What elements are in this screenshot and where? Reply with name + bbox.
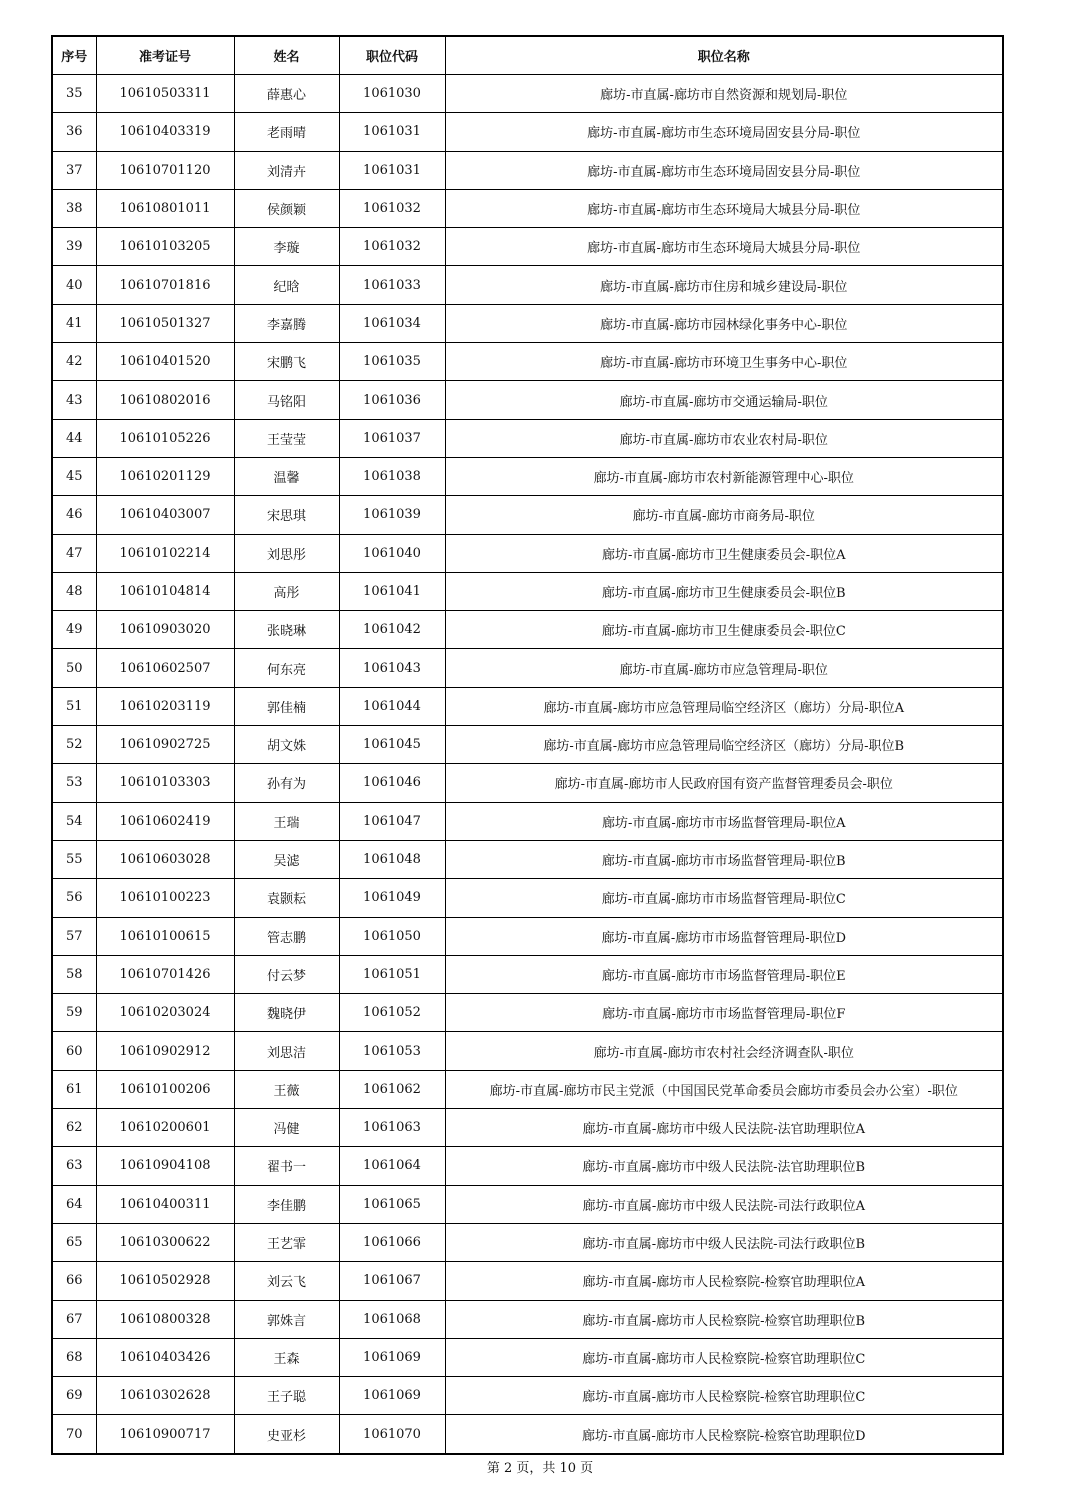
- cell-position-name: 廊坊-市直属-廊坊市应急管理局临空经济区（廊坊）分局-职位A: [445, 687, 1003, 725]
- cell-name: 老雨晴: [234, 113, 339, 151]
- cell-position-name: 廊坊-市直属-廊坊市自然资源和规划局-职位: [445, 75, 1003, 113]
- cell-position-name: 廊坊-市直属-廊坊市人民检察院-检察官助理职位D: [445, 1415, 1003, 1454]
- cell-name: 刘思洁: [234, 1032, 339, 1070]
- cell-ticket-number: 10610602419: [96, 802, 234, 840]
- cell-name: 付云梦: [234, 955, 339, 993]
- cell-name: 李嘉腾: [234, 304, 339, 342]
- table-row: [52, 1300, 1003, 1338]
- cell-name: 王森: [234, 1338, 339, 1376]
- cell-index: 39: [52, 228, 96, 266]
- cell-ticket-number: 10610403319: [96, 113, 234, 151]
- cell-ticket-number: 10610203119: [96, 687, 234, 725]
- cell-position-code: 1061032: [339, 228, 445, 266]
- cell-name: 王艺霏: [234, 1223, 339, 1261]
- table-row: [52, 1262, 1003, 1300]
- cell-position-name: 廊坊-市直属-廊坊市人民检察院-检察官助理职位C: [445, 1338, 1003, 1376]
- cell-position-name: 廊坊-市直属-廊坊市环境卫生事务中心-职位: [445, 343, 1003, 381]
- table-row: [52, 1147, 1003, 1185]
- cell-index: 58: [52, 955, 96, 993]
- table-row: [52, 534, 1003, 572]
- cell-ticket-number: 10610800328: [96, 1300, 234, 1338]
- cell-index: 53: [52, 764, 96, 802]
- cell-name: 王瑞: [234, 802, 339, 840]
- cell-position-name: 廊坊-市直属-廊坊市中级人民法院-司法行政职位A: [445, 1185, 1003, 1223]
- cell-index: 55: [52, 840, 96, 878]
- page-number: 第 2 页，共 10 页: [486, 1461, 594, 1476]
- cell-ticket-number: 10610701816: [96, 266, 234, 304]
- cell-position-code: 1061036: [339, 381, 445, 419]
- table-row: [52, 802, 1003, 840]
- table-row: [52, 840, 1003, 878]
- header-position-code: 职位代码: [339, 36, 445, 75]
- cell-index: 56: [52, 879, 96, 917]
- cell-index: 38: [52, 189, 96, 227]
- cell-position-name: 廊坊-市直属-廊坊市卫生健康委员会-职位B: [445, 572, 1003, 610]
- cell-position-code: 1061070: [339, 1415, 445, 1454]
- table-row: [52, 189, 1003, 227]
- cell-index: 54: [52, 802, 96, 840]
- cell-position-code: 1061063: [339, 1109, 445, 1147]
- cell-ticket-number: 10610100223: [96, 879, 234, 917]
- cell-ticket-number: 10610200601: [96, 1109, 234, 1147]
- cell-name: 何东亮: [234, 649, 339, 687]
- header-name: 姓名: [234, 36, 339, 75]
- cell-ticket-number: 10610503311: [96, 75, 234, 113]
- cell-position-name: 廊坊-市直属-廊坊市应急管理局-职位: [445, 649, 1003, 687]
- table-row: [52, 457, 1003, 495]
- cell-position-name: 廊坊-市直属-廊坊市中级人民法院-法官助理职位A: [445, 1109, 1003, 1147]
- cell-ticket-number: 10610203024: [96, 994, 234, 1032]
- table-row: [52, 1377, 1003, 1415]
- cell-position-name: 廊坊-市直属-廊坊市住房和城乡建设局-职位: [445, 266, 1003, 304]
- header-ticket-number: 准考证号: [96, 36, 234, 75]
- cell-position-name: 廊坊-市直属-廊坊市卫生健康委员会-职位C: [445, 611, 1003, 649]
- table-row: [52, 764, 1003, 802]
- table-row: [52, 75, 1003, 113]
- cell-index: 57: [52, 917, 96, 955]
- cell-name: 刘清卉: [234, 151, 339, 189]
- cell-name: 郭姝言: [234, 1300, 339, 1338]
- cell-index: 45: [52, 457, 96, 495]
- cell-ticket-number: 10610900717: [96, 1415, 234, 1454]
- cell-position-code: 1061067: [339, 1262, 445, 1300]
- cell-position-code: 1061042: [339, 611, 445, 649]
- cell-ticket-number: 10610902912: [96, 1032, 234, 1070]
- cell-position-code: 1061045: [339, 726, 445, 764]
- cell-name: 侯颜颖: [234, 189, 339, 227]
- cell-index: 37: [52, 151, 96, 189]
- cell-ticket-number: 10610603028: [96, 840, 234, 878]
- cell-position-name: 廊坊-市直属-廊坊市市场监督管理局-职位B: [445, 840, 1003, 878]
- cell-position-code: 1061050: [339, 917, 445, 955]
- cell-position-name: 廊坊-市直属-廊坊市市场监督管理局-职位C: [445, 879, 1003, 917]
- cell-index: 69: [52, 1377, 96, 1415]
- cell-index: 65: [52, 1223, 96, 1261]
- cell-index: 63: [52, 1147, 96, 1185]
- cell-name: 宋思琪: [234, 496, 339, 534]
- cell-position-code: 1061053: [339, 1032, 445, 1070]
- cell-name: 袁颢耘: [234, 879, 339, 917]
- table-row: [52, 1223, 1003, 1261]
- cell-ticket-number: 10610502928: [96, 1262, 234, 1300]
- cell-position-code: 1061051: [339, 955, 445, 993]
- cell-position-code: 1061064: [339, 1147, 445, 1185]
- cell-name: 孙有为: [234, 764, 339, 802]
- cell-position-code: 1061044: [339, 687, 445, 725]
- cell-position-name: 廊坊-市直属-廊坊市商务局-职位: [445, 496, 1003, 534]
- cell-index: 64: [52, 1185, 96, 1223]
- table-row: [52, 1032, 1003, 1070]
- cell-position-name: 廊坊-市直属-廊坊市农村社会经济调查队-职位: [445, 1032, 1003, 1070]
- cell-position-name: 廊坊-市直属-廊坊市园林绿化事务中心-职位: [445, 304, 1003, 342]
- cell-position-name: 廊坊-市直属-廊坊市人民检察院-检察官助理职位C: [445, 1377, 1003, 1415]
- table-body: [52, 75, 1003, 1454]
- cell-index: 40: [52, 266, 96, 304]
- cell-position-code: 1061031: [339, 151, 445, 189]
- cell-ticket-number: 10610501327: [96, 304, 234, 342]
- cell-name: 马铭阳: [234, 381, 339, 419]
- table-row: [52, 687, 1003, 725]
- cell-ticket-number: 10610100615: [96, 917, 234, 955]
- cell-position-code: 1061033: [339, 266, 445, 304]
- results-table: [51, 35, 1004, 1455]
- cell-index: 46: [52, 496, 96, 534]
- cell-position-name: 廊坊-市直属-廊坊市交通运输局-职位: [445, 381, 1003, 419]
- cell-name: 王薇: [234, 1070, 339, 1108]
- cell-name: 张晓琳: [234, 611, 339, 649]
- cell-ticket-number: 10610201129: [96, 457, 234, 495]
- cell-name: 刘思彤: [234, 534, 339, 572]
- cell-position-code: 1061032: [339, 189, 445, 227]
- cell-index: 47: [52, 534, 96, 572]
- cell-position-code: 1061037: [339, 419, 445, 457]
- header-position-name: 职位名称: [445, 36, 1003, 75]
- cell-position-name: 廊坊-市直属-廊坊市中级人民法院-司法行政职位B: [445, 1223, 1003, 1261]
- cell-ticket-number: 10610400311: [96, 1185, 234, 1223]
- table-row: [52, 917, 1003, 955]
- cell-ticket-number: 10610103205: [96, 228, 234, 266]
- cell-index: 41: [52, 304, 96, 342]
- cell-position-name: 廊坊-市直属-廊坊市市场监督管理局-职位E: [445, 955, 1003, 993]
- cell-index: 68: [52, 1338, 96, 1376]
- cell-index: 50: [52, 649, 96, 687]
- table-row: [52, 113, 1003, 151]
- cell-position-code: 1061043: [339, 649, 445, 687]
- cell-position-code: 1061030: [339, 75, 445, 113]
- table-row: [52, 381, 1003, 419]
- cell-position-name: 廊坊-市直属-廊坊市农村新能源管理中心-职位: [445, 457, 1003, 495]
- cell-position-name: 廊坊-市直属-廊坊市生态环境局固安县分局-职位: [445, 151, 1003, 189]
- cell-position-code: 1061040: [339, 534, 445, 572]
- cell-name: 胡文姝: [234, 726, 339, 764]
- cell-index: 48: [52, 572, 96, 610]
- cell-index: 59: [52, 994, 96, 1032]
- cell-position-name: 廊坊-市直属-廊坊市中级人民法院-法官助理职位B: [445, 1147, 1003, 1185]
- cell-position-code: 1061038: [339, 457, 445, 495]
- cell-position-code: 1061052: [339, 994, 445, 1032]
- cell-ticket-number: 10610903020: [96, 611, 234, 649]
- table-row: [52, 151, 1003, 189]
- cell-ticket-number: 10610701120: [96, 151, 234, 189]
- cell-name: 冯健: [234, 1109, 339, 1147]
- cell-index: 51: [52, 687, 96, 725]
- cell-position-code: 1061047: [339, 802, 445, 840]
- cell-position-name: 廊坊-市直属-廊坊市生态环境局大城县分局-职位: [445, 189, 1003, 227]
- table-row: [52, 879, 1003, 917]
- cell-name: 王子聪: [234, 1377, 339, 1415]
- cell-index: 36: [52, 113, 96, 151]
- cell-position-code: 1061039: [339, 496, 445, 534]
- table-row: [52, 1185, 1003, 1223]
- cell-ticket-number: 10610302628: [96, 1377, 234, 1415]
- cell-ticket-number: 10610801011: [96, 189, 234, 227]
- results-table-container: [51, 35, 1002, 1455]
- cell-position-code: 1061035: [339, 343, 445, 381]
- header-index: 序号: [52, 36, 96, 75]
- cell-position-name: 廊坊-市直属-廊坊市生态环境局大城县分局-职位: [445, 228, 1003, 266]
- cell-position-name: 廊坊-市直属-廊坊市生态环境局固安县分局-职位: [445, 113, 1003, 151]
- cell-name: 薛惠心: [234, 75, 339, 113]
- cell-ticket-number: 10610102214: [96, 534, 234, 572]
- cell-ticket-number: 10610602507: [96, 649, 234, 687]
- cell-ticket-number: 10610105226: [96, 419, 234, 457]
- table-row: [52, 611, 1003, 649]
- cell-index: 44: [52, 419, 96, 457]
- table-row: [52, 266, 1003, 304]
- cell-position-name: 廊坊-市直属-廊坊市人民检察院-检察官助理职位A: [445, 1262, 1003, 1300]
- cell-ticket-number: 10610100206: [96, 1070, 234, 1108]
- cell-name: 郭佳楠: [234, 687, 339, 725]
- table-row: [52, 1109, 1003, 1147]
- cell-index: 67: [52, 1300, 96, 1338]
- table-header-row: [52, 36, 1003, 75]
- cell-position-code: 1061065: [339, 1185, 445, 1223]
- cell-position-code: 1061068: [339, 1300, 445, 1338]
- cell-ticket-number: 10610403426: [96, 1338, 234, 1376]
- cell-name: 温馨: [234, 457, 339, 495]
- table-row: [52, 496, 1003, 534]
- table-row: [52, 1338, 1003, 1376]
- table-row: [52, 955, 1003, 993]
- cell-ticket-number: 10610103303: [96, 764, 234, 802]
- cell-ticket-number: 10610904108: [96, 1147, 234, 1185]
- cell-ticket-number: 10610403007: [96, 496, 234, 534]
- cell-name: 王莹莹: [234, 419, 339, 457]
- cell-position-code: 1061066: [339, 1223, 445, 1261]
- table-row: [52, 1415, 1003, 1454]
- cell-name: 刘云飞: [234, 1262, 339, 1300]
- cell-position-code: 1061062: [339, 1070, 445, 1108]
- cell-index: 49: [52, 611, 96, 649]
- cell-position-code: 1061069: [339, 1338, 445, 1376]
- cell-position-name: 廊坊-市直属-廊坊市民主党派（中国国民党革命委员会廊坊市委员会办公室）-职位: [445, 1070, 1003, 1108]
- cell-position-name: 廊坊-市直属-廊坊市市场监督管理局-职位A: [445, 802, 1003, 840]
- cell-ticket-number: 10610701426: [96, 955, 234, 993]
- cell-index: 66: [52, 1262, 96, 1300]
- cell-ticket-number: 10610104814: [96, 572, 234, 610]
- table-row: [52, 343, 1003, 381]
- table-row: [52, 649, 1003, 687]
- cell-ticket-number: 10610300622: [96, 1223, 234, 1261]
- cell-name: 李佳鹏: [234, 1185, 339, 1223]
- table-row: [52, 994, 1003, 1032]
- cell-name: 吴滤: [234, 840, 339, 878]
- table-row: [52, 572, 1003, 610]
- cell-index: 35: [52, 75, 96, 113]
- table-row: [52, 228, 1003, 266]
- cell-position-code: 1061049: [339, 879, 445, 917]
- cell-index: 60: [52, 1032, 96, 1070]
- cell-index: 52: [52, 726, 96, 764]
- cell-ticket-number: 10610401520: [96, 343, 234, 381]
- cell-ticket-number: 10610802016: [96, 381, 234, 419]
- cell-index: 42: [52, 343, 96, 381]
- table-row: [52, 304, 1003, 342]
- cell-position-name: 廊坊-市直属-廊坊市卫生健康委员会-职位A: [445, 534, 1003, 572]
- cell-name: 管志鹏: [234, 917, 339, 955]
- table-row: [52, 1070, 1003, 1108]
- cell-name: 魏晓伊: [234, 994, 339, 1032]
- cell-name: 翟书一: [234, 1147, 339, 1185]
- cell-position-code: 1061046: [339, 764, 445, 802]
- cell-name: 李璇: [234, 228, 339, 266]
- cell-position-name: 廊坊-市直属-廊坊市农业农村局-职位: [445, 419, 1003, 457]
- cell-name: 高彤: [234, 572, 339, 610]
- cell-position-code: 1061048: [339, 840, 445, 878]
- cell-position-code: 1061041: [339, 572, 445, 610]
- cell-index: 43: [52, 381, 96, 419]
- cell-position-code: 1061069: [339, 1377, 445, 1415]
- cell-index: 62: [52, 1109, 96, 1147]
- cell-position-name: 廊坊-市直属-廊坊市人民政府国有资产监督管理委员会-职位: [445, 764, 1003, 802]
- cell-position-name: 廊坊-市直属-廊坊市市场监督管理局-职位F: [445, 994, 1003, 1032]
- cell-position-code: 1061031: [339, 113, 445, 151]
- cell-position-name: 廊坊-市直属-廊坊市市场监督管理局-职位D: [445, 917, 1003, 955]
- cell-ticket-number: 10610902725: [96, 726, 234, 764]
- cell-position-name: 廊坊-市直属-廊坊市人民检察院-检察官助理职位B: [445, 1300, 1003, 1338]
- cell-position-code: 1061034: [339, 304, 445, 342]
- cell-index: 70: [52, 1415, 96, 1454]
- cell-position-name: 廊坊-市直属-廊坊市应急管理局临空经济区（廊坊）分局-职位B: [445, 726, 1003, 764]
- cell-name: 纪晗: [234, 266, 339, 304]
- cell-name: 史亚杉: [234, 1415, 339, 1454]
- cell-index: 61: [52, 1070, 96, 1108]
- table-row: [52, 419, 1003, 457]
- table-row: [52, 726, 1003, 764]
- cell-name: 宋鹏飞: [234, 343, 339, 381]
